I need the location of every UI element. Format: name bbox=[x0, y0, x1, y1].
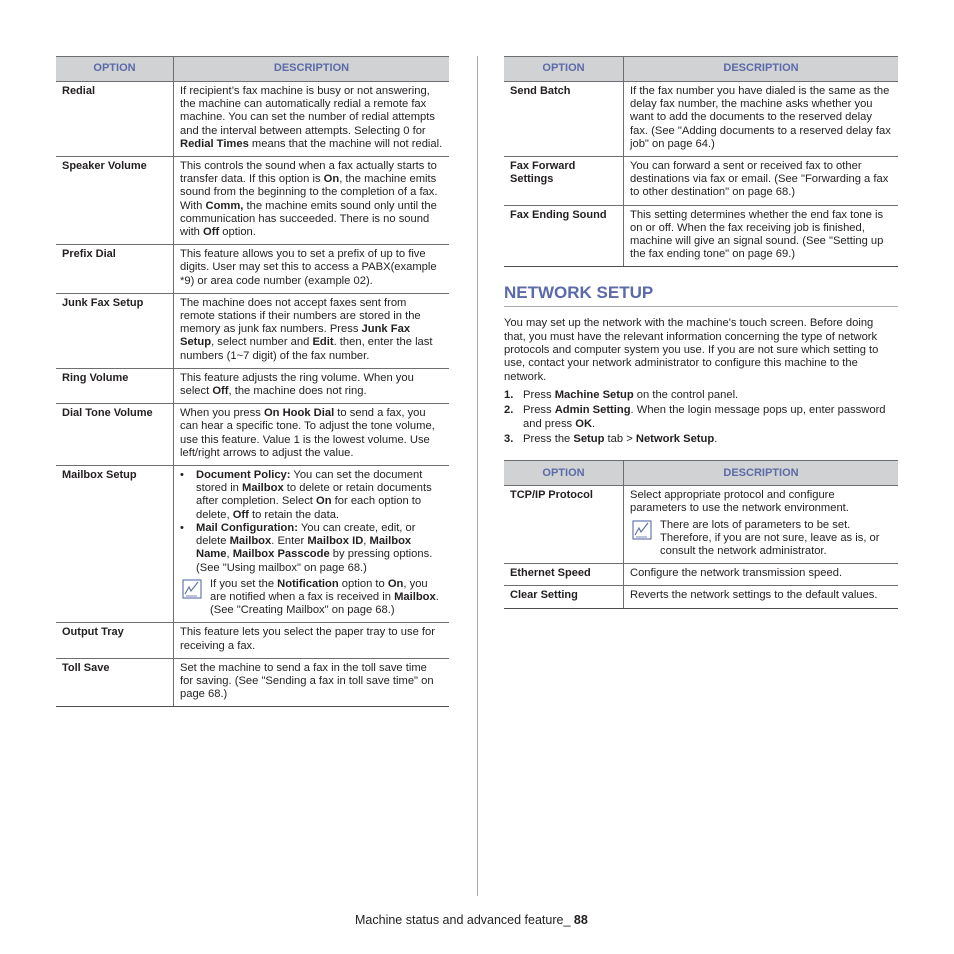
table-row bbox=[56, 623, 449, 658]
table-row bbox=[504, 486, 898, 564]
table-row bbox=[56, 658, 449, 707]
option-description: Reverts the network settings to the default values. bbox=[624, 586, 899, 608]
option-header: OPTION bbox=[56, 57, 174, 82]
option-name: Dial Tone Volume bbox=[56, 404, 174, 466]
list-item: 2. Press Admin Setting. When the login message pops up, enter password and press OK. bbox=[504, 404, 886, 430]
page-number: 88 bbox=[573, 913, 588, 927]
table-header-row bbox=[56, 57, 449, 82]
note-pencil-icon bbox=[182, 579, 202, 599]
fax-options-table bbox=[56, 56, 449, 707]
option-name: Toll Save bbox=[56, 658, 174, 707]
option-description: This feature adjusts the ring volume. When you select Off, the machine does not ring. bbox=[174, 368, 450, 403]
table-row bbox=[504, 157, 898, 206]
table-row bbox=[56, 245, 449, 294]
option-description: This setting determines whether the end fax tone is on or off. When the fax receiving job is finished, machine will give an signal sound. (See "Setting up the fax ending tone" on page 69.) bbox=[624, 205, 899, 267]
option-description: Set the machine to send a fax in the toll save time for saving. (See "Sending a fax in toll save time" on page 68.) bbox=[174, 658, 450, 707]
option-description: Configure the network transmission speed. bbox=[624, 564, 899, 586]
note-text: If you set the Notification option to On, you are notified when a fax is received in Mailbox. (See "Creating Mailbox" on page 68.) bbox=[210, 577, 439, 617]
option-description: This controls the sound when a fax actually starts to transfer data. If this option is On, the machine emits sound from the beginning to the completion of a fax. With Comm, the machine emits sound only until the communication has succeeded. There is no sound with Off option. bbox=[174, 157, 450, 245]
table-row bbox=[504, 82, 898, 157]
option-name: Output Tray bbox=[56, 623, 174, 658]
table-row bbox=[504, 564, 898, 586]
list-item: 1. Press Machine Setup on the control panel. bbox=[504, 388, 739, 401]
option-name: Fax Ending Sound bbox=[504, 205, 624, 267]
option-name: Junk Fax Setup bbox=[56, 293, 174, 368]
table-header-row bbox=[504, 57, 898, 82]
page-footer bbox=[355, 913, 588, 927]
note bbox=[630, 519, 892, 559]
fax-options-table-continued bbox=[504, 56, 898, 267]
option-header: OPTION bbox=[504, 57, 624, 82]
column-divider bbox=[477, 56, 478, 896]
option-description: The machine does not accept faxes sent from remote stations if their numbers are stored in the memory as junk fax numbers. Press Junk Fax Setup, select number and Edit. then, enter the last numbers (1~7 digit) of the fax number. bbox=[174, 293, 450, 368]
table-row bbox=[56, 368, 449, 403]
table-row bbox=[504, 586, 898, 608]
table-row bbox=[56, 293, 449, 368]
left-column bbox=[56, 56, 449, 707]
network-options-table bbox=[504, 460, 898, 608]
section-title: NETWORK SETUP bbox=[504, 283, 898, 307]
note-pencil-icon bbox=[632, 520, 652, 540]
description-header: DESCRIPTION bbox=[174, 57, 450, 82]
option-name: Ring Volume bbox=[56, 368, 174, 403]
list-item: • Mail Configuration: You can create, edit, or delete Mailbox. Enter Mailbox ID, Mailbox Name, Mailbox Passcode by pressing options. (See "Using mailbox" on page 68.) bbox=[196, 522, 443, 575]
option-name: Ethernet Speed bbox=[504, 564, 624, 586]
table-header-row bbox=[504, 461, 898, 486]
option-description: This feature lets you select the paper tray to use for receiving a fax. bbox=[174, 623, 450, 658]
list-item: 3. Press the Setup tab > Network Setup. bbox=[504, 432, 718, 445]
note-text: There are lots of parameters to be set. Therefore, if you are not sure, leave as is, or consult the network administrator. bbox=[660, 518, 880, 557]
option-name: Mailbox Setup bbox=[56, 466, 174, 623]
table-row bbox=[56, 404, 449, 466]
table-row bbox=[504, 205, 898, 267]
option-description: This feature allows you to set a prefix of up to five digits. User may set this to access a PABX(example *9) or area code number (example 02). bbox=[174, 245, 450, 294]
option-name: Prefix Dial bbox=[56, 245, 174, 294]
description-header: DESCRIPTION bbox=[624, 461, 899, 486]
description-header: DESCRIPTION bbox=[624, 57, 899, 82]
option-name: Fax Forward Settings bbox=[504, 157, 624, 206]
table-row bbox=[56, 466, 449, 623]
intro-paragraph: You may set up the network with the machine's touch screen. Before doing that, you must have the relevant information concerning the type of network protocols and computer system you use. If you are not sure which setting to use, contact your network administrator to configure this machine to the network. bbox=[504, 317, 879, 383]
bullet-list bbox=[180, 469, 443, 575]
option-description: If the fax number you have dialed is the same as the delay fax number, the machine asks whether you want to add the documents to the reserved delay fax. (See "Adding documents to a reserved delay fax job" on page 64.) bbox=[624, 82, 899, 157]
note bbox=[180, 578, 443, 618]
table-row bbox=[56, 82, 449, 157]
option-name: Speaker Volume bbox=[56, 157, 174, 245]
option-name: TCP/IP Protocol bbox=[504, 486, 624, 564]
option-description: Select appropriate protocol and configure parameters to use the network environment. There are lots of parameters to be set. Therefore, if you are not sure, leave as is, or consult the network administrator. bbox=[624, 486, 899, 564]
option-header: OPTION bbox=[504, 461, 624, 486]
steps-list bbox=[504, 389, 898, 446]
table-row bbox=[56, 157, 449, 245]
option-name: Redial bbox=[56, 82, 174, 157]
option-description: You can forward a sent or received fax to other destinations via fax or email. (See "Forwarding a fax to other destination" on page 68.) bbox=[624, 157, 899, 206]
footer-text: Machine status and advanced feature_ bbox=[355, 913, 574, 927]
option-description: If recipient’s fax machine is busy or not answering, the machine can automatically redial a remote fax machine. You can set the number of redial attempts and the interval between attempts. Selecting 0 for Redial Times means that the machine will not redial. bbox=[174, 82, 450, 157]
option-description bbox=[174, 466, 450, 623]
right-column bbox=[504, 56, 898, 609]
list-item: • Document Policy: You can set the document stored in Mailbox to delete or retain documents after completion. Select On for each option to delete, Off to retain the data. bbox=[196, 469, 443, 522]
option-name: Send Batch bbox=[504, 82, 624, 157]
option-description: When you press On Hook Dial to send a fax, you can hear a specific tone. To adjust the tone volume, use this feature. Value 1 is the lowest volume. Use left/right arrows to adjust the value. bbox=[174, 404, 450, 466]
option-name: Clear Setting bbox=[504, 586, 624, 608]
